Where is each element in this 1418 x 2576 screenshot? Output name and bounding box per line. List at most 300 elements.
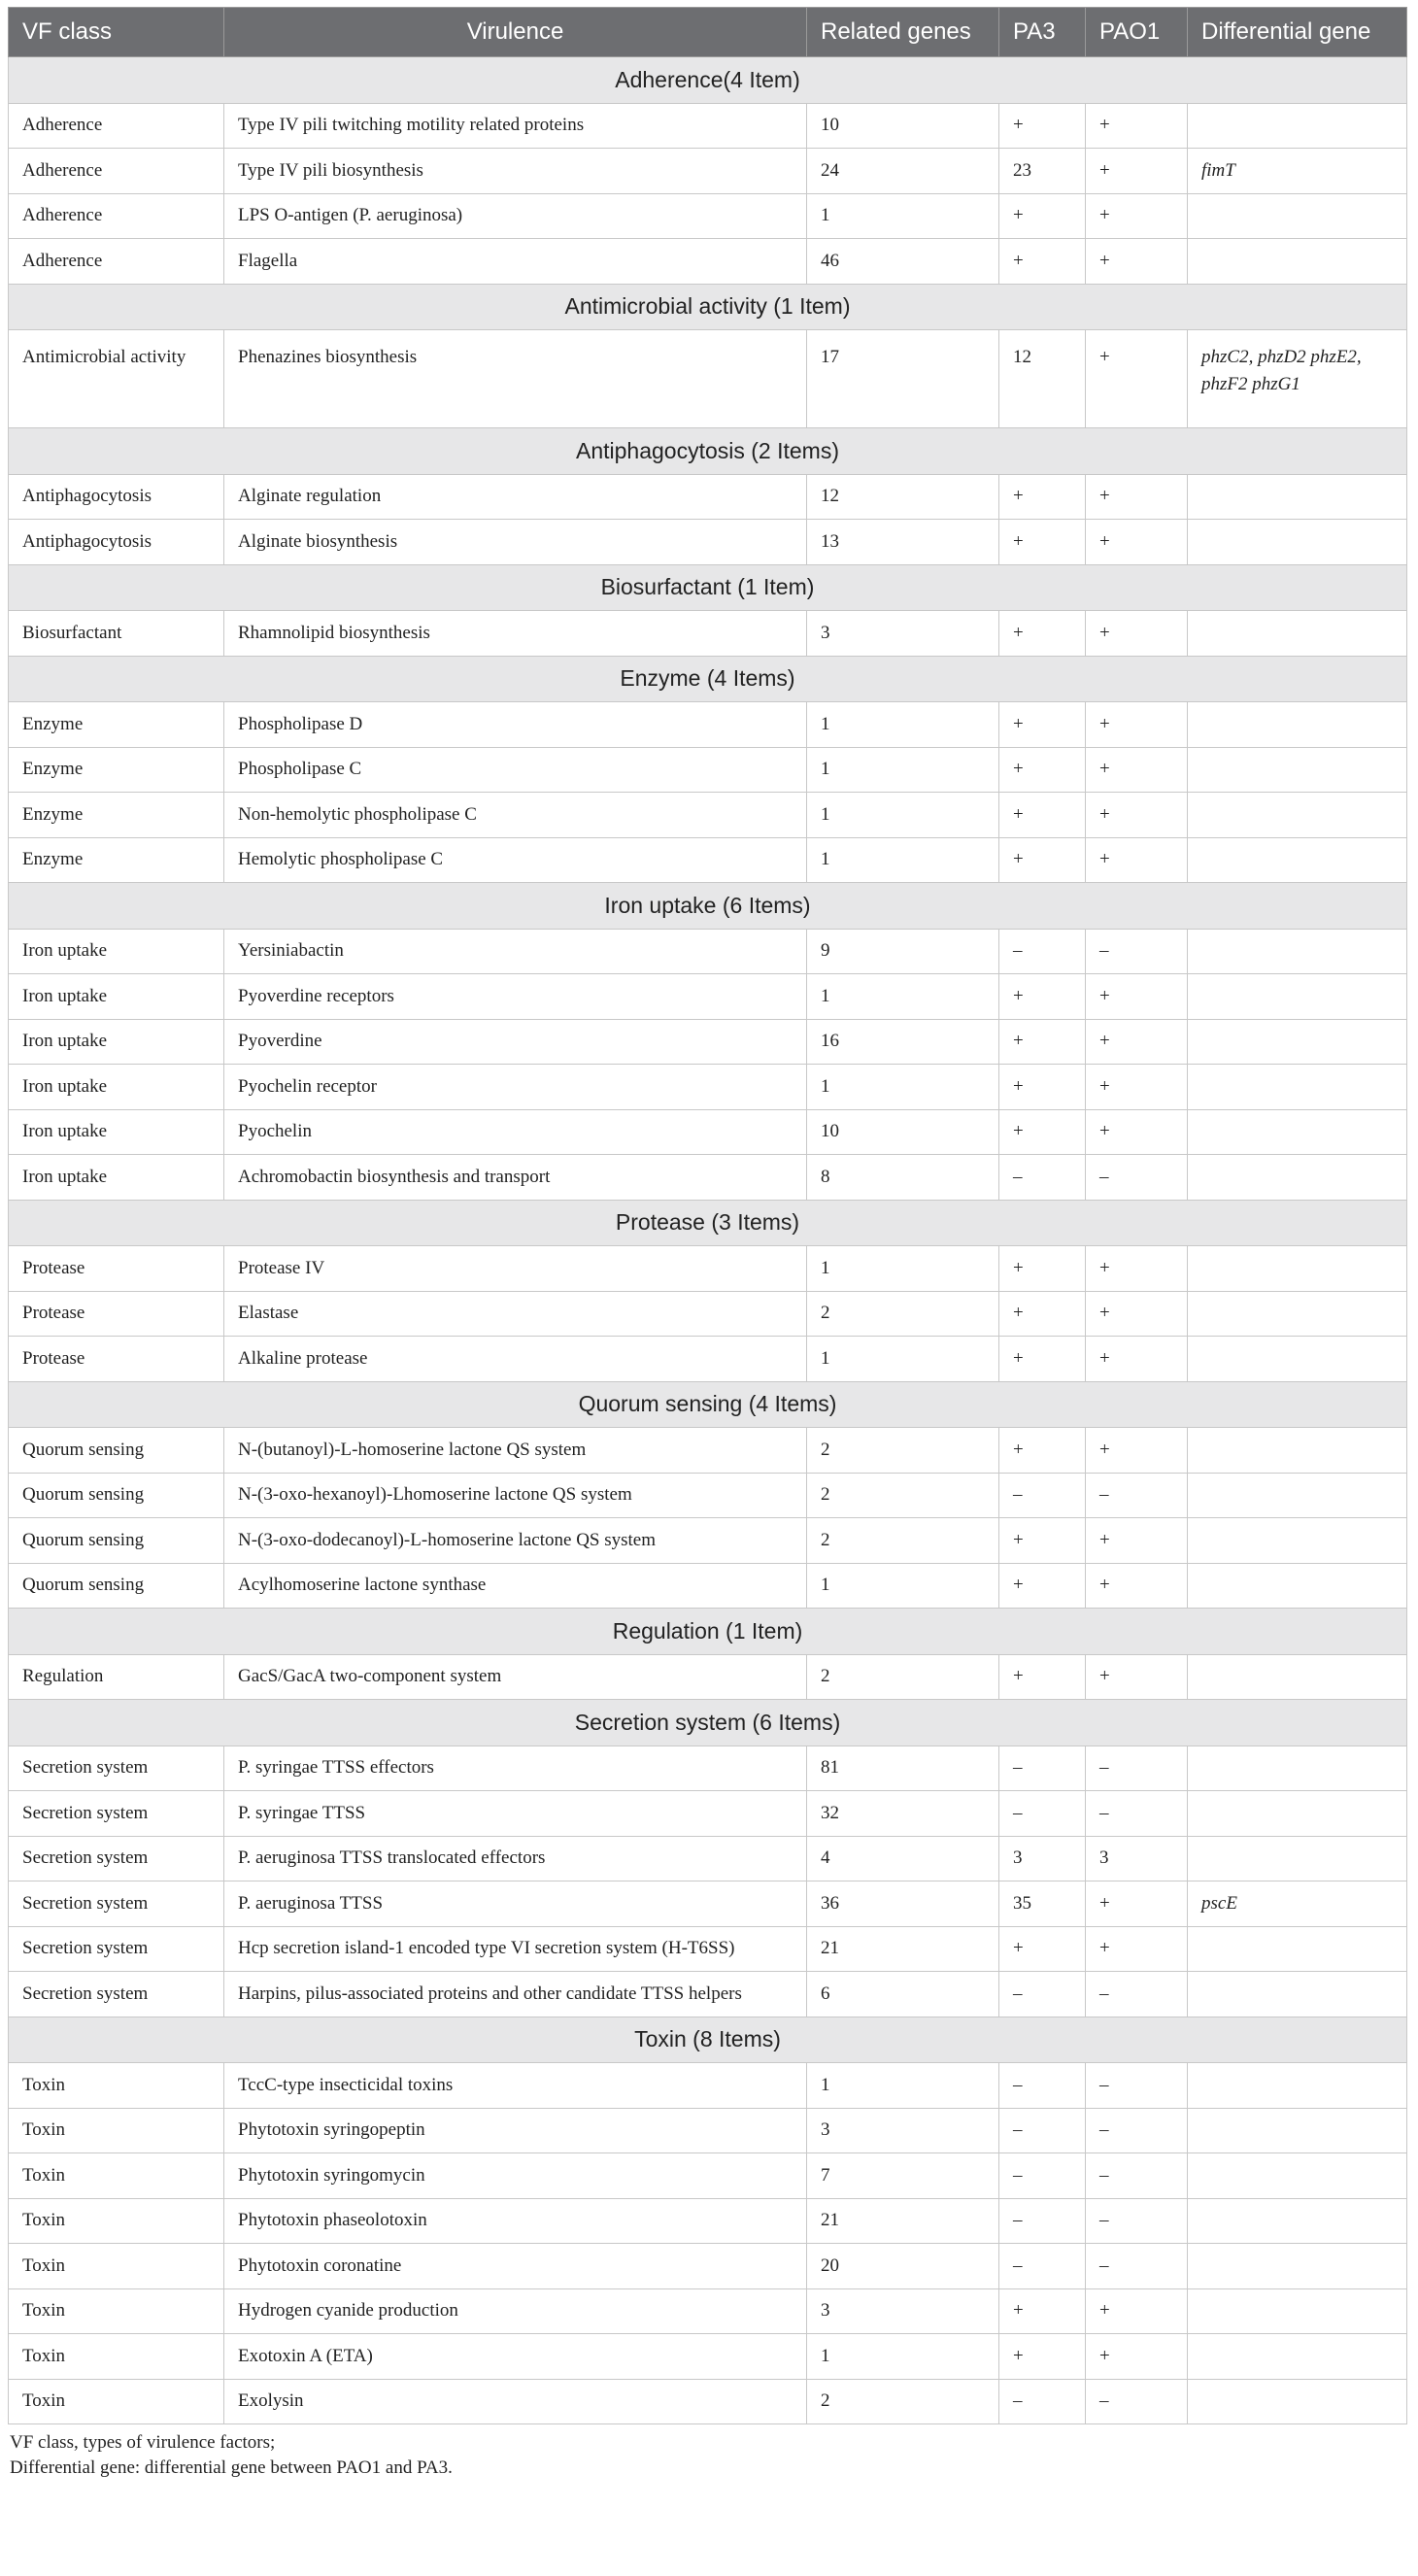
vf-class-cell: Adherence	[9, 193, 224, 239]
vf-class-cell: Antiphagocytosis	[9, 474, 224, 520]
differential-gene-cell	[1188, 2244, 1407, 2289]
table-container	[8, 7, 1406, 2481]
virulence-cell: N-(butanoyl)-L-homoserine lactone QS system	[224, 1428, 807, 1474]
virulence-cell: Protease IV	[224, 1246, 807, 1292]
pao1-cell: +	[1086, 239, 1188, 285]
differential-gene-cell	[1188, 239, 1407, 285]
vf-class-cell: Toxin	[9, 2288, 224, 2334]
table-row	[9, 1109, 1407, 1155]
virulence-cell: Pyochelin	[224, 1109, 807, 1155]
pa3-cell: +	[999, 1518, 1086, 1564]
related-genes-cell: 3	[807, 2288, 999, 2334]
related-genes-cell: 20	[807, 2244, 999, 2289]
differential-gene-cell	[1188, 1109, 1407, 1155]
virulence-cell: Rhamnolipid biosynthesis	[224, 611, 807, 657]
pao1-cell: +	[1086, 1337, 1188, 1382]
related-genes-cell: 1	[807, 1563, 999, 1609]
table-row	[9, 1746, 1407, 1791]
differential-gene-cell	[1188, 1291, 1407, 1337]
pa3-cell: +	[999, 611, 1086, 657]
virulence-cell: P. aeruginosa TTSS translocated effectors	[224, 1836, 807, 1881]
virulence-cell: Hydrogen cyanide production	[224, 2288, 807, 2334]
pa3-cell: +	[999, 1246, 1086, 1292]
pao1-cell: +	[1086, 837, 1188, 883]
differential-gene-cell: fimT	[1188, 149, 1407, 194]
pao1-cell: +	[1086, 1518, 1188, 1564]
differential-gene-cell	[1188, 193, 1407, 239]
related-genes-cell: 12	[807, 474, 999, 520]
related-genes-cell: 2	[807, 1291, 999, 1337]
differential-gene-cell	[1188, 2108, 1407, 2153]
pa3-cell: –	[999, 2108, 1086, 2153]
pa3-cell: –	[999, 2153, 1086, 2199]
table-row	[9, 1926, 1407, 1972]
related-genes-cell: 8	[807, 1155, 999, 1201]
table-row	[9, 2153, 1407, 2199]
related-genes-cell: 7	[807, 2153, 999, 2199]
group-header-row	[9, 1200, 1407, 1246]
differential-gene-cell	[1188, 929, 1407, 974]
related-genes-cell: 1	[807, 2334, 999, 2380]
differential-gene-cell	[1188, 1746, 1407, 1791]
pa3-cell: +	[999, 793, 1086, 838]
table-footnotes	[8, 2430, 1406, 2481]
related-genes-cell: 1	[807, 702, 999, 748]
vf-class-cell: Regulation	[9, 1654, 224, 1700]
differential-gene-cell	[1188, 474, 1407, 520]
pa3-cell: +	[999, 1291, 1086, 1337]
table-row	[9, 793, 1407, 838]
table-row	[9, 974, 1407, 1020]
pa3-cell: +	[999, 1019, 1086, 1065]
pa3-cell: +	[999, 193, 1086, 239]
pa3-cell: +	[999, 1654, 1086, 1700]
pa3-cell: –	[999, 1746, 1086, 1791]
pao1-cell: +	[1086, 1019, 1188, 1065]
differential-gene-cell	[1188, 2063, 1407, 2109]
vf-class-cell: Toxin	[9, 2108, 224, 2153]
header-differential-gene: Differential gene	[1188, 8, 1407, 57]
related-genes-cell: 46	[807, 239, 999, 285]
pa3-cell: 3	[999, 1836, 1086, 1881]
vf-class-cell: Secretion system	[9, 1881, 224, 1927]
pao1-cell: +	[1086, 702, 1188, 748]
group-title: Secretion system (6 Items)	[9, 1700, 1407, 1746]
related-genes-cell: 1	[807, 974, 999, 1020]
table-row	[9, 149, 1407, 194]
pa3-cell: +	[999, 974, 1086, 1020]
vf-class-cell: Toxin	[9, 2334, 224, 2380]
group-header-row	[9, 564, 1407, 611]
related-genes-cell: 2	[807, 1428, 999, 1474]
differential-gene-cell	[1188, 1473, 1407, 1518]
table-row	[9, 2063, 1407, 2109]
vf-class-cell: Toxin	[9, 2153, 224, 2199]
virulence-cell: Phospholipase C	[224, 747, 807, 793]
differential-gene-cell	[1188, 2288, 1407, 2334]
group-header-row	[9, 656, 1407, 702]
header-row	[9, 8, 1407, 57]
table-row	[9, 193, 1407, 239]
virulence-cell: Pyochelin receptor	[224, 1065, 807, 1110]
differential-gene-cell	[1188, 1926, 1407, 1972]
pa3-cell: +	[999, 1563, 1086, 1609]
pa3-cell: +	[999, 239, 1086, 285]
virulence-cell: Alginate regulation	[224, 474, 807, 520]
pa3-cell: +	[999, 1926, 1086, 1972]
differential-gene-cell	[1188, 2379, 1407, 2424]
virulence-cell: Elastase	[224, 1291, 807, 1337]
related-genes-cell: 1	[807, 1246, 999, 1292]
table-row	[9, 2244, 1407, 2289]
table-row	[9, 1246, 1407, 1292]
related-genes-cell: 17	[807, 330, 999, 428]
differential-gene-cell	[1188, 1972, 1407, 2017]
pa3-cell: –	[999, 2063, 1086, 2109]
pao1-cell: –	[1086, 1155, 1188, 1201]
pao1-cell: +	[1086, 1291, 1188, 1337]
pao1-cell: +	[1086, 1563, 1188, 1609]
pao1-cell: +	[1086, 611, 1188, 657]
pa3-cell: –	[999, 929, 1086, 974]
pao1-cell: –	[1086, 929, 1188, 974]
differential-gene-cell	[1188, 1019, 1407, 1065]
table-row	[9, 929, 1407, 974]
virulence-cell: N-(3-oxo-dodecanoyl)-L-homoserine lactone QS system	[224, 1518, 807, 1564]
virulence-cell: GacS/GacA two-component system	[224, 1654, 807, 1700]
differential-gene-cell	[1188, 103, 1407, 149]
vf-class-cell: Secretion system	[9, 1836, 224, 1881]
pao1-cell: +	[1086, 330, 1188, 428]
related-genes-cell: 10	[807, 103, 999, 149]
virulence-cell: Phytotoxin phaseolotoxin	[224, 2198, 807, 2244]
virulence-cell: Hemolytic phospholipase C	[224, 837, 807, 883]
table-row	[9, 702, 1407, 748]
table-row	[9, 2379, 1407, 2424]
related-genes-cell: 9	[807, 929, 999, 974]
group-title: Antiphagocytosis (2 Items)	[9, 428, 1407, 475]
pa3-cell: –	[999, 1473, 1086, 1518]
related-genes-cell: 3	[807, 2108, 999, 2153]
header-pao1: PAO1	[1086, 8, 1188, 57]
vf-class-cell: Protease	[9, 1337, 224, 1382]
differential-gene-cell	[1188, 1563, 1407, 1609]
vf-class-cell: Biosurfactant	[9, 611, 224, 657]
table-row	[9, 1019, 1407, 1065]
differential-gene-cell	[1188, 1337, 1407, 1382]
virulence-cell: Acylhomoserine lactone synthase	[224, 1563, 807, 1609]
pao1-cell: +	[1086, 149, 1188, 194]
pao1-cell: +	[1086, 793, 1188, 838]
vf-class-cell: Toxin	[9, 2198, 224, 2244]
differential-gene-cell	[1188, 1654, 1407, 1700]
pa3-cell: +	[999, 520, 1086, 565]
table-row	[9, 1972, 1407, 2017]
related-genes-cell: 1	[807, 1065, 999, 1110]
vf-class-cell: Toxin	[9, 2379, 224, 2424]
virulence-cell: Exolysin	[224, 2379, 807, 2424]
virulence-cell: TccC-type insecticidal toxins	[224, 2063, 807, 2109]
pao1-cell: +	[1086, 520, 1188, 565]
header-vf-class: VF class	[9, 8, 224, 57]
group-title: Protease (3 Items)	[9, 1200, 1407, 1246]
related-genes-cell: 3	[807, 611, 999, 657]
pa3-cell: –	[999, 1155, 1086, 1201]
related-genes-cell: 21	[807, 1926, 999, 1972]
related-genes-cell: 13	[807, 520, 999, 565]
virulence-cell: P. aeruginosa TTSS	[224, 1881, 807, 1927]
pao1-cell: +	[1086, 1654, 1188, 1700]
virulence-cell: Type IV pili twitching motility related proteins	[224, 103, 807, 149]
pa3-cell: +	[999, 1065, 1086, 1110]
pao1-cell: +	[1086, 974, 1188, 1020]
table-row	[9, 1291, 1407, 1337]
differential-gene-cell	[1188, 520, 1407, 565]
footnote-differential-gene: Differential gene: differential gene between PAO1 and PA3.	[10, 2457, 453, 2478]
vf-class-cell: Toxin	[9, 2063, 224, 2109]
vf-class-cell: Adherence	[9, 239, 224, 285]
related-genes-cell: 6	[807, 1972, 999, 2017]
pao1-cell: +	[1086, 1109, 1188, 1155]
vf-class-cell: Iron uptake	[9, 1019, 224, 1065]
header-pa3: PA3	[999, 8, 1086, 57]
virulence-cell: Hcp secretion island-1 encoded type VI secretion system (H-T6SS)	[224, 1926, 807, 1972]
table-row	[9, 2334, 1407, 2380]
virulence-cell: Phospholipase D	[224, 702, 807, 748]
table-row	[9, 747, 1407, 793]
vf-class-cell: Secretion system	[9, 1926, 224, 1972]
related-genes-cell: 1	[807, 837, 999, 883]
virulence-cell: Phytotoxin coronatine	[224, 2244, 807, 2289]
group-title: Antimicrobial activity (1 Item)	[9, 284, 1407, 330]
table-row	[9, 1654, 1407, 1700]
differential-gene-cell	[1188, 2334, 1407, 2380]
virulence-cell: Pyoverdine receptors	[224, 974, 807, 1020]
pa3-cell: –	[999, 1972, 1086, 2017]
pa3-cell: –	[999, 2244, 1086, 2289]
pa3-cell: +	[999, 747, 1086, 793]
vf-class-cell: Quorum sensing	[9, 1518, 224, 1564]
vf-class-cell: Protease	[9, 1291, 224, 1337]
related-genes-cell: 2	[807, 1518, 999, 1564]
related-genes-cell: 16	[807, 1019, 999, 1065]
pa3-cell: 35	[999, 1881, 1086, 1927]
table-body	[9, 57, 1407, 2424]
related-genes-cell: 1	[807, 193, 999, 239]
pa3-cell: +	[999, 103, 1086, 149]
differential-gene-cell	[1188, 837, 1407, 883]
pao1-cell: +	[1086, 2334, 1188, 2380]
virulence-cell: Flagella	[224, 239, 807, 285]
pao1-cell: +	[1086, 1926, 1188, 1972]
differential-gene-cell	[1188, 1065, 1407, 1110]
pao1-cell: +	[1086, 1881, 1188, 1927]
related-genes-cell: 2	[807, 2379, 999, 2424]
table-row	[9, 1518, 1407, 1564]
related-genes-cell: 1	[807, 1337, 999, 1382]
header-related-genes: Related genes	[807, 8, 999, 57]
differential-gene-cell	[1188, 2153, 1407, 2199]
pa3-cell: +	[999, 2288, 1086, 2334]
group-title: Enzyme (4 Items)	[9, 656, 1407, 702]
table-row	[9, 1563, 1407, 1609]
group-title: Adherence(4 Item)	[9, 57, 1407, 104]
differential-gene-cell	[1188, 1428, 1407, 1474]
pa3-cell: –	[999, 2379, 1086, 2424]
differential-gene-cell	[1188, 1155, 1407, 1201]
pa3-cell: 12	[999, 330, 1086, 428]
table-row	[9, 330, 1407, 428]
vf-class-cell: Quorum sensing	[9, 1563, 224, 1609]
pa3-cell: +	[999, 2334, 1086, 2380]
pa3-cell: +	[999, 837, 1086, 883]
pao1-cell: +	[1086, 103, 1188, 149]
related-genes-cell: 24	[807, 149, 999, 194]
group-header-row	[9, 428, 1407, 475]
vf-class-cell: Adherence	[9, 103, 224, 149]
pa3-cell: +	[999, 474, 1086, 520]
vf-class-cell: Enzyme	[9, 702, 224, 748]
group-header-row	[9, 2017, 1407, 2063]
table-row	[9, 1428, 1407, 1474]
virulence-factor-table	[8, 7, 1407, 2424]
related-genes-cell: 2	[807, 1654, 999, 1700]
virulence-cell: N-(3-oxo-hexanoyl)-Lhomoserine lactone QS system	[224, 1473, 807, 1518]
virulence-cell: Alginate biosynthesis	[224, 520, 807, 565]
group-header-row	[9, 1381, 1407, 1428]
pao1-cell: 3	[1086, 1836, 1188, 1881]
table-row	[9, 1155, 1407, 1201]
related-genes-cell: 1	[807, 2063, 999, 2109]
table-row	[9, 1337, 1407, 1382]
differential-gene-cell	[1188, 2198, 1407, 2244]
pa3-cell: –	[999, 2198, 1086, 2244]
related-genes-cell: 1	[807, 793, 999, 838]
pao1-cell: +	[1086, 1246, 1188, 1292]
vf-class-cell: Iron uptake	[9, 1155, 224, 1201]
related-genes-cell: 32	[807, 1791, 999, 1837]
vf-class-cell: Quorum sensing	[9, 1473, 224, 1518]
table-row	[9, 103, 1407, 149]
pao1-cell: –	[1086, 1746, 1188, 1791]
table-row	[9, 1791, 1407, 1837]
group-title: Iron uptake (6 Items)	[9, 883, 1407, 930]
virulence-cell: Type IV pili biosynthesis	[224, 149, 807, 194]
footnote-vf-class: VF class, types of virulence factors;	[10, 2432, 276, 2453]
vf-class-cell: Enzyme	[9, 793, 224, 838]
vf-class-cell: Secretion system	[9, 1746, 224, 1791]
pa3-cell: +	[999, 1428, 1086, 1474]
group-header-row	[9, 1700, 1407, 1746]
pao1-cell: –	[1086, 1473, 1188, 1518]
pao1-cell: +	[1086, 193, 1188, 239]
related-genes-cell: 36	[807, 1881, 999, 1927]
vf-class-cell: Iron uptake	[9, 974, 224, 1020]
related-genes-cell: 10	[807, 1109, 999, 1155]
table-row	[9, 611, 1407, 657]
pao1-cell: +	[1086, 474, 1188, 520]
virulence-cell: LPS O-antigen (P. aeruginosa)	[224, 193, 807, 239]
related-genes-cell: 21	[807, 2198, 999, 2244]
differential-gene-cell	[1188, 702, 1407, 748]
group-title: Biosurfactant (1 Item)	[9, 564, 1407, 611]
differential-gene-cell	[1188, 747, 1407, 793]
differential-gene-cell	[1188, 611, 1407, 657]
virulence-cell: Phytotoxin syringomycin	[224, 2153, 807, 2199]
pao1-cell: +	[1086, 2288, 1188, 2334]
virulence-cell: Pyoverdine	[224, 1019, 807, 1065]
pa3-cell: –	[999, 1791, 1086, 1837]
header-virulence: Virulence	[224, 8, 807, 57]
virulence-cell: Harpins, pilus-associated proteins and other candidate TTSS helpers	[224, 1972, 807, 2017]
differential-gene-cell: phzC2, phzD2 phzE2, phzF2 phzG1	[1188, 330, 1407, 428]
group-header-row	[9, 57, 1407, 104]
pao1-cell: –	[1086, 2063, 1188, 2109]
pao1-cell: +	[1086, 747, 1188, 793]
pao1-cell: +	[1086, 1065, 1188, 1110]
vf-class-cell: Adherence	[9, 149, 224, 194]
group-header-row	[9, 883, 1407, 930]
vf-class-cell: Iron uptake	[9, 1109, 224, 1155]
virulence-cell: Non-hemolytic phospholipase C	[224, 793, 807, 838]
group-title: Regulation (1 Item)	[9, 1609, 1407, 1655]
vf-class-cell: Enzyme	[9, 837, 224, 883]
virulence-cell: P. syringae TTSS	[224, 1791, 807, 1837]
table-row	[9, 1473, 1407, 1518]
table-row	[9, 2198, 1407, 2244]
virulence-cell: Phenazines biosynthesis	[224, 330, 807, 428]
virulence-cell: Exotoxin A (ETA)	[224, 2334, 807, 2380]
group-header-row	[9, 284, 1407, 330]
table-row	[9, 1881, 1407, 1927]
table-row	[9, 474, 1407, 520]
table-row	[9, 239, 1407, 285]
group-title: Quorum sensing (4 Items)	[9, 1381, 1407, 1428]
table-row	[9, 520, 1407, 565]
pao1-cell: –	[1086, 2108, 1188, 2153]
vf-class-cell: Antiphagocytosis	[9, 520, 224, 565]
related-genes-cell: 2	[807, 1473, 999, 1518]
pa3-cell: +	[999, 1337, 1086, 1382]
table-row	[9, 2288, 1407, 2334]
pao1-cell: –	[1086, 2153, 1188, 2199]
group-title: Toxin (8 Items)	[9, 2017, 1407, 2063]
table-row	[9, 1836, 1407, 1881]
vf-class-cell: Secretion system	[9, 1791, 224, 1837]
pao1-cell: –	[1086, 2244, 1188, 2289]
virulence-cell: P. syringae TTSS effectors	[224, 1746, 807, 1791]
pao1-cell: –	[1086, 2379, 1188, 2424]
pa3-cell: +	[999, 1109, 1086, 1155]
pao1-cell: –	[1086, 1791, 1188, 1837]
pao1-cell: –	[1086, 1972, 1188, 2017]
pao1-cell: –	[1086, 2198, 1188, 2244]
pa3-cell: +	[999, 702, 1086, 748]
related-genes-cell: 1	[807, 747, 999, 793]
pao1-cell: +	[1086, 1428, 1188, 1474]
vf-class-cell: Iron uptake	[9, 1065, 224, 1110]
pa3-cell: 23	[999, 149, 1086, 194]
virulence-cell: Phytotoxin syringopeptin	[224, 2108, 807, 2153]
table-row	[9, 2108, 1407, 2153]
vf-class-cell: Iron uptake	[9, 929, 224, 974]
vf-class-cell: Enzyme	[9, 747, 224, 793]
virulence-cell: Yersiniabactin	[224, 929, 807, 974]
differential-gene-cell: pscE	[1188, 1881, 1407, 1927]
virulence-cell: Alkaline protease	[224, 1337, 807, 1382]
differential-gene-cell	[1188, 1246, 1407, 1292]
related-genes-cell: 4	[807, 1836, 999, 1881]
